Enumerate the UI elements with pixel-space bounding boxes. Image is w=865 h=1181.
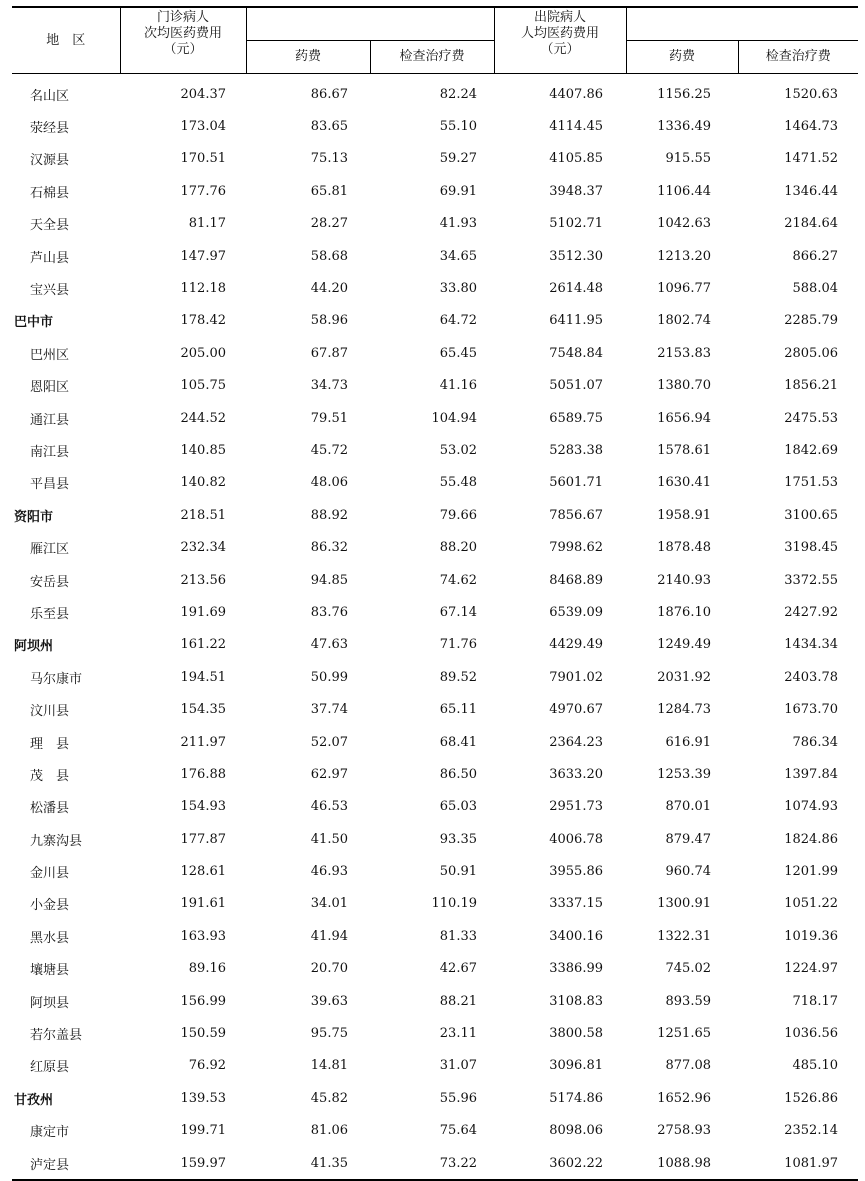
outpatient-exam-cell: 34.65 — [439, 248, 477, 264]
inpatient-header-line1: 出院病人 — [533, 10, 586, 25]
inpatient-cost-cell: 5601.71 — [549, 475, 603, 491]
table-row — [12, 175, 858, 207]
outpatient-exam-cell: 68.41 — [439, 734, 477, 750]
inpatient-cost-cell: 7856.67 — [549, 507, 603, 523]
inpatient-exam-cell: 1346.44 — [784, 183, 838, 199]
outpatient-exam-cell: 69.91 — [439, 183, 477, 199]
region-name: 汉源县 — [30, 153, 70, 169]
table-row — [12, 467, 858, 499]
inpatient-exam-cell: 1824.86 — [784, 831, 838, 847]
outpatient-drug-cell: 34.73 — [310, 378, 348, 394]
outpatient-exam-cell: 53.02 — [439, 442, 477, 458]
table-row — [12, 1115, 858, 1147]
region-name: 甘孜州 — [14, 1092, 54, 1108]
table-row — [12, 920, 858, 952]
region-name: 壤塘县 — [30, 963, 70, 979]
inpatient-cost-cell: 3108.83 — [549, 993, 603, 1009]
outpatient-cost-cell: 139.53 — [180, 1090, 226, 1106]
outpatient-cost-cell: 191.61 — [180, 896, 226, 912]
outpatient-exam-cell: 31.07 — [439, 1058, 477, 1074]
medical-cost-table — [12, 6, 858, 1181]
city-row — [12, 1082, 858, 1114]
outpatient-exam-cell: 33.80 — [439, 281, 477, 297]
inpatient-exam-cell: 3198.45 — [784, 540, 838, 556]
outpatient-drug-cell: 86.67 — [310, 86, 348, 102]
table-row — [12, 531, 858, 563]
inpatient-drug-cell: 1088.98 — [626, 1147, 738, 1180]
inpatient-cost-cell: 3386.99 — [549, 961, 603, 977]
outpatient-cost-cell: 161.22 — [180, 637, 226, 653]
table-row — [12, 402, 858, 434]
inpatient-drug-cell: 616.91 — [665, 734, 711, 750]
inpatient-drug-cell: 1249.49 — [657, 637, 711, 653]
inpatient-drug-cell: 1656.94 — [657, 410, 711, 426]
outpatient-exam-cell: 79.66 — [439, 507, 477, 523]
inpatient-drug-cell: 893.59 — [665, 993, 711, 1009]
outpatient-cost-cell: 177.87 — [180, 831, 226, 847]
outpatient-exam-cell: 110.19 — [431, 896, 477, 912]
inpatient-drug-cell: 1876.10 — [657, 604, 711, 620]
outpatient-exam-cell: 65.45 — [439, 345, 477, 361]
table-row — [12, 823, 858, 855]
inpatient-drug-cell: 745.02 — [665, 961, 711, 977]
outpatient-cost-cell: 76.92 — [188, 1058, 226, 1074]
region-name: 安岳县 — [30, 574, 70, 590]
outpatient-cost-cell: 199.71 — [180, 1123, 226, 1139]
outpatient-drug-cell: 46.93 — [310, 864, 348, 880]
inpatient-exam-cell: 866.27 — [792, 248, 838, 264]
inpatient-cost-cell: 3955.86 — [549, 864, 603, 880]
inpatient-exam-cell: 1842.69 — [784, 442, 838, 458]
region-name: 石棉县 — [30, 185, 70, 201]
region-name: 名山区 — [30, 88, 70, 104]
inpatient-drug-cell: 1284.73 — [657, 702, 711, 718]
inpatient-drug-header: 药费 — [626, 41, 738, 74]
outpatient-drug-cell: 45.82 — [310, 1090, 348, 1106]
inpatient-exam-cell: 2285.79 — [784, 313, 838, 329]
inpatient-cost-cell: 4114.45 — [549, 119, 603, 135]
outpatient-exam-cell: 73.22 — [370, 1147, 494, 1180]
table-row — [12, 1017, 858, 1049]
outpatient-drug-cell: 75.13 — [310, 151, 348, 167]
region-name: 马尔康市 — [30, 671, 83, 687]
outpatient-cost-cell: 81.17 — [188, 216, 226, 232]
outpatient-exam-cell: 55.10 — [439, 119, 477, 135]
inpatient-header-line2: 人均医药费用 — [520, 26, 599, 41]
outpatient-drug-cell: 34.01 — [310, 896, 348, 912]
table-row — [12, 726, 858, 758]
region-name: 红原县 — [30, 1060, 70, 1076]
inpatient-drug-cell: 1096.77 — [657, 281, 711, 297]
region-name: 康定市 — [30, 1125, 70, 1141]
outpatient-cost-cell: 218.51 — [180, 507, 226, 523]
inpatient-exam-cell: 2427.92 — [784, 604, 838, 620]
outpatient-drug-cell: 28.27 — [310, 216, 348, 232]
outpatient-drug-cell: 58.96 — [310, 313, 348, 329]
inpatient-drug-cell: 1958.91 — [657, 507, 711, 523]
inpatient-drug-cell: 1156.25 — [657, 86, 711, 102]
outpatient-exam-cell: 71.76 — [439, 637, 477, 653]
outpatient-exam-cell: 93.35 — [439, 831, 477, 847]
region-name: 松潘县 — [30, 801, 70, 817]
region-name: 通江县 — [30, 412, 70, 428]
inpatient-drug-cell: 915.55 — [665, 151, 711, 167]
outpatient-cost-cell: 89.16 — [188, 961, 226, 977]
region-name: 资阳市 — [14, 509, 54, 525]
inpatient-exam-cell: 2352.14 — [784, 1123, 838, 1139]
outpatient-drug-cell: 41.35 — [246, 1147, 370, 1180]
inpatient-drug-cell: 2758.93 — [657, 1123, 711, 1139]
region-name: 恩阳区 — [30, 380, 70, 396]
outpatient-drug-cell: 86.32 — [310, 540, 348, 556]
outpatient-cost-cell: 140.85 — [180, 442, 226, 458]
inpatient-exam-cell: 718.17 — [792, 993, 838, 1009]
outpatient-cost-cell: 178.42 — [180, 313, 226, 329]
table-row — [12, 855, 858, 887]
outpatient-cost-cell: 159.97 — [120, 1147, 246, 1180]
outpatient-exam-cell: 81.33 — [439, 928, 477, 944]
inpatient-cost-cell: 5102.71 — [549, 216, 603, 232]
table-row — [12, 434, 858, 466]
outpatient-sub-gap — [246, 7, 494, 41]
inpatient-exam-cell: 786.34 — [792, 734, 838, 750]
inpatient-cost-cell: 5051.07 — [549, 378, 603, 394]
inpatient-drug-cell: 1336.49 — [657, 119, 711, 135]
outpatient-cost-cell: 173.04 — [180, 119, 226, 135]
inpatient-cost-cell: 3800.58 — [549, 1026, 603, 1042]
inpatient-exam-cell: 2184.64 — [784, 216, 838, 232]
outpatient-drug-cell: 65.81 — [310, 183, 348, 199]
region-name: 汶川县 — [30, 704, 70, 720]
table-body — [12, 74, 858, 1181]
inpatient-exam-cell: 1526.86 — [784, 1090, 838, 1106]
inpatient-drug-cell: 1251.65 — [657, 1026, 711, 1042]
region-name: 雁江区 — [30, 542, 70, 558]
region-name: 阿坝州 — [14, 639, 54, 655]
region-name: 理 县 — [30, 736, 70, 752]
region-name: 茂 县 — [30, 768, 70, 784]
inpatient-drug-cell: 1802.74 — [657, 313, 711, 329]
region-name: 南江县 — [30, 444, 70, 460]
inpatient-exam-cell: 1464.73 — [784, 119, 838, 135]
inpatient-drug-cell: 877.08 — [665, 1058, 711, 1074]
outpatient-cost-cell: 205.00 — [180, 345, 226, 361]
region-name: 小金县 — [30, 898, 70, 914]
inpatient-cost-cell: 3096.81 — [549, 1058, 603, 1074]
outpatient-drug-cell: 94.85 — [310, 572, 348, 588]
inpatient-drug-cell: 2031.92 — [657, 669, 711, 685]
table-row — [12, 791, 858, 823]
outpatient-drug-cell: 45.72 — [310, 442, 348, 458]
table-row — [12, 888, 858, 920]
inpatient-exam-cell: 1856.21 — [784, 378, 838, 394]
inpatient-exam-cell: 1081.97 — [738, 1147, 858, 1180]
outpatient-header-line3: （元） — [163, 42, 203, 57]
inpatient-cost-cell: 2614.48 — [549, 281, 603, 297]
outpatient-exam-cell: 59.27 — [439, 151, 477, 167]
outpatient-cost-cell: 204.37 — [180, 86, 226, 102]
inpatient-cost-cell: 2364.23 — [549, 734, 603, 750]
outpatient-cost-cell: 213.56 — [180, 572, 226, 588]
outpatient-exam-cell: 86.50 — [439, 766, 477, 782]
outpatient-drug-cell: 44.20 — [310, 281, 348, 297]
inpatient-cost-cell: 6589.75 — [549, 410, 603, 426]
table-row — [12, 74, 858, 111]
region-name: 芦山县 — [30, 250, 70, 266]
inpatient-drug-cell: 1253.39 — [657, 766, 711, 782]
region-name: 天全县 — [30, 218, 70, 234]
table-row — [12, 337, 858, 369]
inpatient-sub-gap — [626, 7, 858, 41]
outpatient-cost-cell: 128.61 — [180, 864, 226, 880]
inpatient-cost-cell: 4006.78 — [549, 831, 603, 847]
table-row — [12, 693, 858, 725]
inpatient-exam-cell: 1520.63 — [784, 86, 838, 102]
outpatient-exam-cell: 65.11 — [439, 702, 477, 718]
inpatient-drug-cell: 2140.93 — [657, 572, 711, 588]
outpatient-cost-cell: 170.51 — [180, 151, 226, 167]
outpatient-exam-cell: 82.24 — [439, 86, 477, 102]
outpatient-cost-cell: 176.88 — [180, 766, 226, 782]
inpatient-drug-cell: 1042.63 — [657, 216, 711, 232]
table-row — [12, 110, 858, 142]
outpatient-exam-cell: 64.72 — [439, 313, 477, 329]
outpatient-drug-cell: 50.99 — [310, 669, 348, 685]
outpatient-drug-cell: 48.06 — [310, 475, 348, 491]
inpatient-cost-cell: 3602.22 — [494, 1147, 626, 1180]
outpatient-drug-cell: 52.07 — [310, 734, 348, 750]
inpatient-exam-cell: 2403.78 — [784, 669, 838, 685]
inpatient-drug-cell: 1106.44 — [657, 183, 711, 199]
outpatient-cost-cell: 112.18 — [180, 281, 226, 297]
inpatient-exam-cell: 1751.53 — [784, 475, 838, 491]
city-row — [12, 499, 858, 531]
outpatient-drug-cell: 62.97 — [310, 766, 348, 782]
inpatient-cost-cell: 6411.95 — [549, 313, 603, 329]
outpatient-cost-cell: 232.34 — [180, 540, 226, 556]
city-row — [12, 629, 858, 661]
inpatient-cost-cell: 5283.38 — [549, 442, 603, 458]
table-row — [12, 240, 858, 272]
outpatient-exam-cell: 89.52 — [439, 669, 477, 685]
outpatient-exam-cell: 88.20 — [439, 540, 477, 556]
outpatient-drug-cell: 58.68 — [310, 248, 348, 264]
inpatient-cost-header — [494, 7, 626, 74]
outpatient-cost-header — [120, 7, 246, 74]
table-header — [12, 7, 858, 74]
table-row — [12, 661, 858, 693]
inpatient-header-line3: （元） — [540, 42, 580, 57]
outpatient-cost-cell: 244.52 — [180, 410, 226, 426]
outpatient-cost-cell: 150.59 — [180, 1026, 226, 1042]
inpatient-cost-cell: 7548.84 — [549, 345, 603, 361]
inpatient-cost-cell: 3633.20 — [549, 766, 603, 782]
outpatient-cost-cell: 191.69 — [180, 604, 226, 620]
outpatient-drug-cell: 81.06 — [310, 1123, 348, 1139]
cost-table-container — [12, 6, 858, 1181]
outpatient-header-line1: 门诊病人 — [156, 10, 209, 25]
inpatient-drug-cell: 1652.96 — [657, 1090, 711, 1106]
inpatient-exam-cell: 2475.53 — [784, 410, 838, 426]
outpatient-cost-cell: 156.99 — [180, 993, 226, 1009]
inpatient-cost-cell: 8468.89 — [549, 572, 603, 588]
inpatient-exam-cell: 1074.93 — [784, 799, 838, 815]
region-name: 阿坝县 — [30, 995, 70, 1011]
outpatient-exam-cell: 55.96 — [439, 1090, 477, 1106]
outpatient-drug-cell: 67.87 — [310, 345, 348, 361]
outpatient-drug-cell: 41.94 — [310, 928, 348, 944]
inpatient-exam-cell: 1201.99 — [784, 864, 838, 880]
inpatient-exam-cell: 1673.70 — [784, 702, 838, 718]
city-row — [12, 305, 858, 337]
inpatient-exam-cell: 1019.36 — [784, 928, 838, 944]
outpatient-exam-cell: 65.03 — [439, 799, 477, 815]
outpatient-exam-cell: 104.94 — [431, 410, 477, 426]
inpatient-drug-cell: 960.74 — [665, 864, 711, 880]
inpatient-cost-cell: 4970.67 — [549, 702, 603, 718]
inpatient-exam-cell: 485.10 — [792, 1058, 838, 1074]
region-name: 金川县 — [30, 866, 70, 882]
region-name: 若尔盖县 — [30, 1028, 83, 1044]
outpatient-drug-header: 药费 — [246, 41, 370, 74]
outpatient-exam-cell: 42.67 — [439, 961, 477, 977]
inpatient-drug-cell: 1578.61 — [657, 442, 711, 458]
outpatient-drug-cell: 95.75 — [310, 1026, 348, 1042]
inpatient-cost-cell: 8098.06 — [549, 1123, 603, 1139]
inpatient-drug-cell: 1300.91 — [657, 896, 711, 912]
region-name: 乐至县 — [30, 606, 70, 622]
outpatient-drug-cell: 14.81 — [310, 1058, 348, 1074]
outpatient-cost-cell: 177.76 — [180, 183, 226, 199]
inpatient-drug-cell: 870.01 — [665, 799, 711, 815]
outpatient-drug-cell: 83.76 — [310, 604, 348, 620]
inpatient-exam-cell: 1051.22 — [784, 896, 838, 912]
inpatient-cost-cell: 5174.86 — [549, 1090, 603, 1106]
outpatient-header-line2: 次均医药费用 — [143, 26, 222, 41]
inpatient-exam-cell: 3372.55 — [784, 572, 838, 588]
outpatient-drug-cell: 83.65 — [310, 119, 348, 135]
inpatient-cost-cell: 7901.02 — [549, 669, 603, 685]
outpatient-exam-cell: 41.93 — [439, 216, 477, 232]
outpatient-exam-cell: 75.64 — [439, 1123, 477, 1139]
outpatient-drug-cell: 41.50 — [310, 831, 348, 847]
outpatient-cost-cell: 105.75 — [180, 378, 226, 394]
outpatient-exam-header: 检查治疗费 — [370, 41, 494, 74]
inpatient-exam-cell: 1036.56 — [784, 1026, 838, 1042]
inpatient-drug-cell: 1380.70 — [657, 378, 711, 394]
region-name: 九寨沟县 — [30, 833, 83, 849]
outpatient-drug-cell: 20.70 — [310, 961, 348, 977]
region-header: 地 区 — [12, 7, 120, 74]
inpatient-drug-cell: 879.47 — [665, 831, 711, 847]
inpatient-exam-cell: 1397.84 — [784, 766, 838, 782]
inpatient-drug-cell: 1878.48 — [657, 540, 711, 556]
region-name: 黑水县 — [30, 930, 70, 946]
outpatient-exam-cell: 67.14 — [439, 604, 477, 620]
region-name: 巴州区 — [30, 347, 70, 363]
outpatient-exam-cell: 74.62 — [439, 572, 477, 588]
outpatient-cost-cell: 211.97 — [180, 734, 226, 750]
inpatient-drug-cell: 2153.83 — [657, 345, 711, 361]
inpatient-exam-cell: 3100.65 — [784, 507, 838, 523]
inpatient-cost-cell: 7998.62 — [549, 540, 603, 556]
inpatient-exam-cell: 588.04 — [792, 281, 838, 297]
region-name: 巴中市 — [14, 315, 54, 331]
outpatient-exam-cell: 88.21 — [439, 993, 477, 1009]
region-name: 宝兴县 — [30, 283, 70, 299]
outpatient-drug-cell: 79.51 — [310, 410, 348, 426]
inpatient-exam-cell: 1471.52 — [784, 151, 838, 167]
inpatient-cost-cell: 4407.86 — [549, 86, 603, 102]
inpatient-cost-cell: 3337.15 — [549, 896, 603, 912]
inpatient-cost-cell: 4105.85 — [549, 151, 603, 167]
inpatient-cost-cell: 2951.73 — [549, 799, 603, 815]
inpatient-drug-cell: 1630.41 — [657, 475, 711, 491]
table-row — [12, 1050, 858, 1082]
table-row — [12, 370, 858, 402]
region-name: 平昌县 — [30, 477, 70, 493]
table-row — [12, 143, 858, 175]
outpatient-cost-cell: 154.35 — [180, 702, 226, 718]
table-row — [12, 1147, 858, 1180]
outpatient-cost-cell: 194.51 — [180, 669, 226, 685]
outpatient-cost-cell: 140.82 — [180, 475, 226, 491]
outpatient-drug-cell: 39.63 — [310, 993, 348, 1009]
inpatient-exam-cell: 2805.06 — [784, 345, 838, 361]
outpatient-exam-cell: 50.91 — [439, 864, 477, 880]
table-row — [12, 953, 858, 985]
table-row — [12, 272, 858, 304]
inpatient-exam-cell: 1224.97 — [784, 961, 838, 977]
outpatient-drug-cell: 88.92 — [310, 507, 348, 523]
inpatient-cost-cell: 6539.09 — [549, 604, 603, 620]
outpatient-cost-cell: 147.97 — [180, 248, 226, 264]
inpatient-exam-header: 检查治疗费 — [738, 41, 858, 74]
outpatient-cost-cell: 163.93 — [180, 928, 226, 944]
table-row — [12, 758, 858, 790]
outpatient-cost-cell: 154.93 — [180, 799, 226, 815]
table-row — [12, 985, 858, 1017]
table-row — [12, 564, 858, 596]
inpatient-cost-cell: 3948.37 — [549, 183, 603, 199]
inpatient-exam-cell: 1434.34 — [784, 637, 838, 653]
inpatient-drug-cell: 1213.20 — [657, 248, 711, 264]
table-row — [12, 596, 858, 628]
outpatient-exam-cell: 55.48 — [439, 475, 477, 491]
region-name: 泸定县 — [12, 1147, 120, 1180]
inpatient-cost-cell: 3512.30 — [549, 248, 603, 264]
inpatient-drug-cell: 1322.31 — [657, 928, 711, 944]
inpatient-cost-cell: 3400.16 — [549, 928, 603, 944]
outpatient-drug-cell: 47.63 — [310, 637, 348, 653]
outpatient-exam-cell: 23.11 — [439, 1026, 477, 1042]
outpatient-drug-cell: 37.74 — [310, 702, 348, 718]
region-name: 荥经县 — [30, 121, 70, 137]
inpatient-cost-cell: 4429.49 — [549, 637, 603, 653]
outpatient-drug-cell: 46.53 — [310, 799, 348, 815]
table-row — [12, 208, 858, 240]
outpatient-exam-cell: 41.16 — [439, 378, 477, 394]
